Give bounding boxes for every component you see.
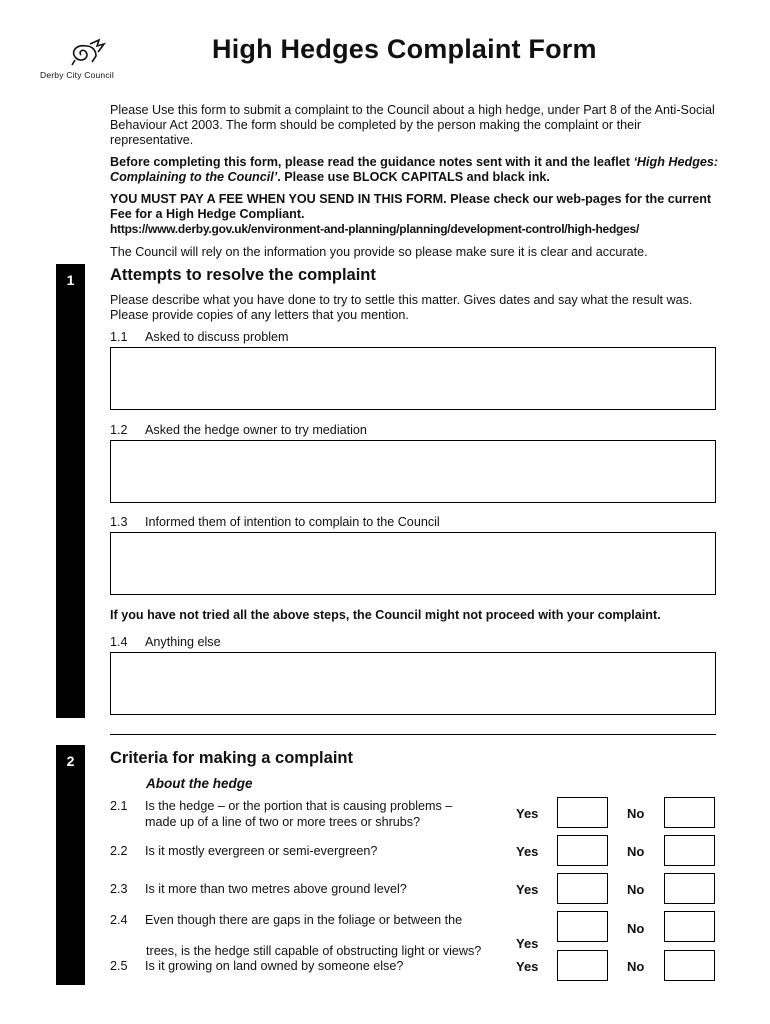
section-1-warning: If you have not tried all the above steps, the Council might not proceed with your complaint.: [110, 608, 661, 622]
page-title: High Hedges Complaint Form: [212, 34, 597, 64]
guidance-text: Before completing this form, please read the guidance notes sent with it and the leaflet: [110, 155, 634, 169]
accuracy-note: The Council will rely on the information you provide so please make sure it is clear and accurate.: [110, 245, 648, 259]
council-logo: [40, 36, 140, 80]
q2-5-yes-checkbox[interactable]: [557, 950, 608, 981]
about-hedge-subheading: About the hedge: [146, 776, 253, 791]
section-1-heading: Attempts to resolve the complaint: [110, 266, 376, 284]
question-2-5: 2.5 Is it growing on land owned by someone else?: [110, 959, 404, 973]
q2-3-yes-label: Yes: [516, 882, 539, 897]
discuss-problem-textbox[interactable]: [110, 347, 716, 410]
q2-5-yes-label: Yes: [516, 959, 539, 974]
question-2-4: 2.4 Even though there are gaps in the foliage or between the: [110, 913, 463, 927]
question-2-4-line2: trees, is the hedge still capable of obstructing light or views?: [146, 944, 482, 958]
section-1-sidebar: [56, 264, 85, 718]
mediation-textbox[interactable]: [110, 440, 716, 503]
fee-notice: YOU MUST PAY A FEE WHEN YOU SEND IN THIS FORM. Please check our web-pages for the current Fee for a High Hedge Compliant.: [110, 192, 712, 221]
q2-2-no-checkbox[interactable]: [664, 835, 715, 866]
q2-2-yes-label: Yes: [516, 844, 539, 859]
q2-5-no-checkbox[interactable]: [664, 950, 715, 981]
q2-2-no-label: No: [627, 844, 645, 859]
guidance-text-end: . Please use BLOCK CAPITALS and black ink.: [277, 170, 550, 184]
q2-1-yes-label: Yes: [516, 806, 539, 821]
item-1-1-label: 1.1 Asked to discuss problem: [110, 330, 289, 344]
q2-1-yes-checkbox[interactable]: [557, 797, 608, 828]
section-1-number: 1: [66, 272, 75, 288]
question-2-3: 2.3 Is it more than two metres above ground level?: [110, 882, 407, 896]
q2-3-no-checkbox[interactable]: [664, 873, 715, 904]
intro-paragraph: Please Use this form to submit a complaint to the Council about a high hedge, under Part 8 of the Anti-Social Behaviour Act 2003. The form should be completed by the person making the complaint or their representative.: [110, 103, 715, 147]
ram-logo-icon: [66, 36, 110, 70]
q2-1-no-label: No: [627, 806, 645, 821]
section-divider: [110, 734, 716, 735]
question-2-1: 2.1 Is the hedge – or the portion that is causing problems – made up of a line of two or more trees or shrubs?: [110, 799, 453, 829]
anything-else-textbox[interactable]: [110, 652, 716, 715]
q2-1-no-checkbox[interactable]: [664, 797, 715, 828]
q2-5-no-label: No: [627, 959, 645, 974]
guidance-paragraph: [110, 155, 720, 185]
q2-4-no-checkbox[interactable]: [664, 911, 715, 942]
q2-3-no-label: No: [627, 882, 645, 897]
council-name: Derby City Council: [40, 70, 114, 80]
q2-4-no-label: No: [627, 921, 645, 936]
q2-2-yes-checkbox[interactable]: [557, 835, 608, 866]
q2-4-yes-checkbox[interactable]: [557, 911, 608, 942]
q2-3-yes-checkbox[interactable]: [557, 873, 608, 904]
question-2-2: 2.2 Is it mostly evergreen or semi-evergreen?: [110, 844, 378, 858]
section-2-sidebar: [56, 745, 85, 985]
section-2-heading: Criteria for making a complaint: [110, 749, 353, 767]
intention-textbox[interactable]: [110, 532, 716, 595]
leaflet-title: ‘High Hedges: Complaining to the Council’: [110, 155, 719, 184]
item-1-3-label: 1.3 Informed them of intention to complain to the Council: [110, 515, 440, 529]
q2-4-yes-label: Yes: [516, 936, 539, 951]
fee-url-link[interactable]: https://www.derby.gov.uk/environment-and-planning/planning/development-control/high-hedges/: [110, 222, 640, 236]
section-2-number: 2: [66, 753, 75, 769]
item-1-2-label: 1.2 Asked the hedge owner to try mediation: [110, 423, 367, 437]
item-1-4-label: 1.4 Anything else: [110, 635, 221, 649]
section-1-description: Please describe what you have done to try to settle this matter. Gives dates and say what the result was. Please provide copies of any letters that you mention.: [110, 293, 693, 322]
